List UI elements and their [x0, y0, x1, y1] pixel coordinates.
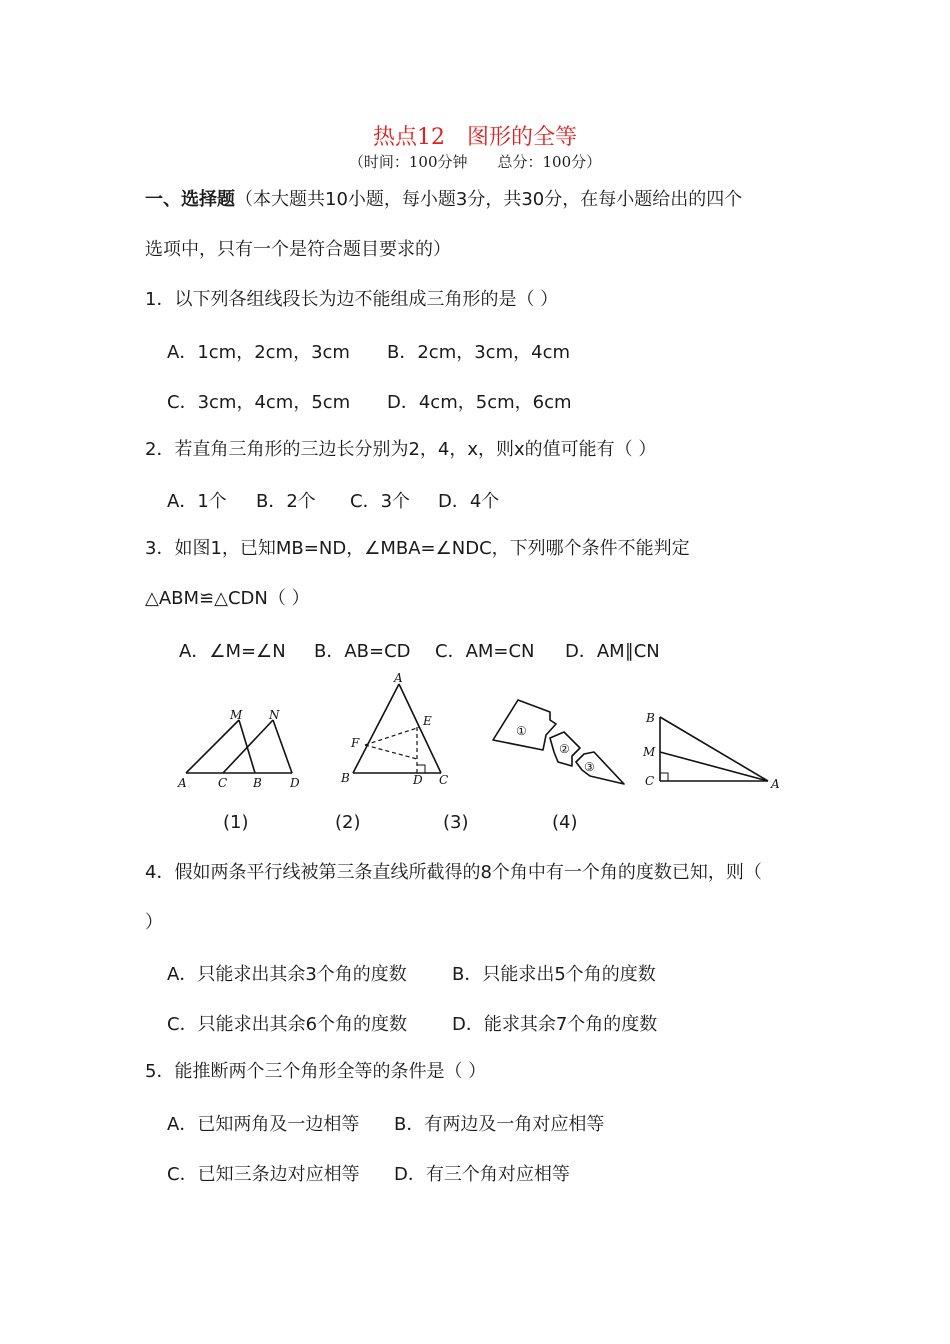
figure-4	[640, 705, 785, 795]
q3-option-d: D．AM∥CN	[565, 641, 660, 662]
q1-option-b: B．2cm，3cm，4cm	[387, 342, 570, 363]
section-instruction-2: 选项中，只有一个是符合题目要求的）	[145, 239, 451, 260]
figure-caption-3: (3)	[443, 812, 469, 833]
fig2-label-b: B	[341, 771, 350, 785]
fig3-label-2: ②	[559, 742, 570, 756]
q4-stem-1: 4．假如两条平行线被第三条直线所截得的8个角中有一个角的度数已知，则（	[145, 862, 762, 883]
fig1-label-b: B	[253, 776, 262, 790]
figure-caption-1: (1)	[223, 812, 249, 833]
q3-option-a: A．∠M=∠N	[179, 641, 286, 662]
q2-option-c: C．3个	[350, 491, 411, 512]
fig3-label-3: ③	[584, 760, 595, 774]
figure-3	[488, 690, 633, 790]
q1-option-c: C．3cm，4cm，5cm	[167, 392, 351, 413]
q4-option-d: D．能求其余7个角的度数	[452, 1014, 658, 1035]
q2-option-a: A．1个	[167, 491, 227, 512]
fig4-label-a: A	[771, 777, 780, 791]
figure-2	[335, 670, 455, 795]
section-heading: 一、选择题	[145, 189, 235, 210]
fig4-label-m: M	[643, 745, 656, 759]
fig2-label-e: E	[423, 714, 432, 728]
q2-option-b: B．2个	[256, 491, 316, 512]
q2-stem: 2．若直角三角形的三边长分别为2，4，x，则x的值可能有（ ）	[145, 439, 657, 460]
q4-option-c: C．只能求出其余6个角的度数	[167, 1014, 408, 1035]
q1-option-d: D．4cm，5cm，6cm	[387, 392, 572, 413]
fig2-label-d: D	[413, 773, 423, 787]
q4-stem-2: ）	[145, 912, 163, 933]
fig2-label-a: A	[394, 671, 403, 685]
figure-caption-2: (2)	[335, 812, 361, 833]
fig1-label-c: C	[218, 776, 228, 790]
q3-option-b: B．AB=CD	[314, 641, 411, 662]
q5-option-d: D．有三个角对应相等	[394, 1164, 570, 1185]
section-instruction-1: （本大题共10小题，每小题3分，共30分，在每小题给出的四个	[235, 189, 743, 210]
figure-caption-4: (4)	[552, 812, 578, 833]
section-heading-line	[145, 188, 742, 212]
q3-stem-1: 3．如图1，已知MB=ND，∠MBA=∠NDC，下列哪个条件不能判定	[145, 538, 690, 559]
fig2-label-c: C	[439, 773, 449, 787]
q3-option-c: C．AM=CN	[435, 641, 535, 662]
page-title: 热点12 图形的全等	[373, 125, 577, 150]
q5-option-b: B．有两边及一角对应相等	[394, 1114, 605, 1135]
fig4-label-c: C	[645, 774, 655, 788]
fig1-label-d: D	[290, 776, 300, 790]
q3-stem-2: △ABM≌△CDN（ ）	[145, 588, 310, 609]
q1-stem: 1．以下列各组线段长为边不能组成三角形的是（ ）	[145, 289, 559, 310]
q4-option-a: A．只能求出其余3个角的度数	[167, 964, 407, 985]
fig1-label-m: M	[230, 708, 243, 722]
q5-stem: 5．能推断两个三个角形全等的条件是（ ）	[145, 1061, 487, 1082]
q5-option-c: C．已知三条边对应相等	[167, 1164, 360, 1185]
q1-option-a: A．1cm，2cm，3cm	[167, 342, 350, 363]
fig1-label-n: N	[269, 708, 280, 722]
fig4-label-b: B	[646, 711, 655, 725]
q4-option-b: B．只能求出5个角的度数	[452, 964, 656, 985]
fig2-label-f: F	[351, 736, 360, 750]
fig3-label-1: ①	[516, 724, 527, 738]
q5-option-a: A．已知两角及一边相等	[167, 1114, 360, 1135]
page-subtitle: （时间：100分钟 总分：100分）	[348, 153, 602, 171]
q2-option-d: D．4个	[438, 491, 500, 512]
figure-1	[170, 700, 310, 795]
fig1-label-a: A	[178, 776, 187, 790]
